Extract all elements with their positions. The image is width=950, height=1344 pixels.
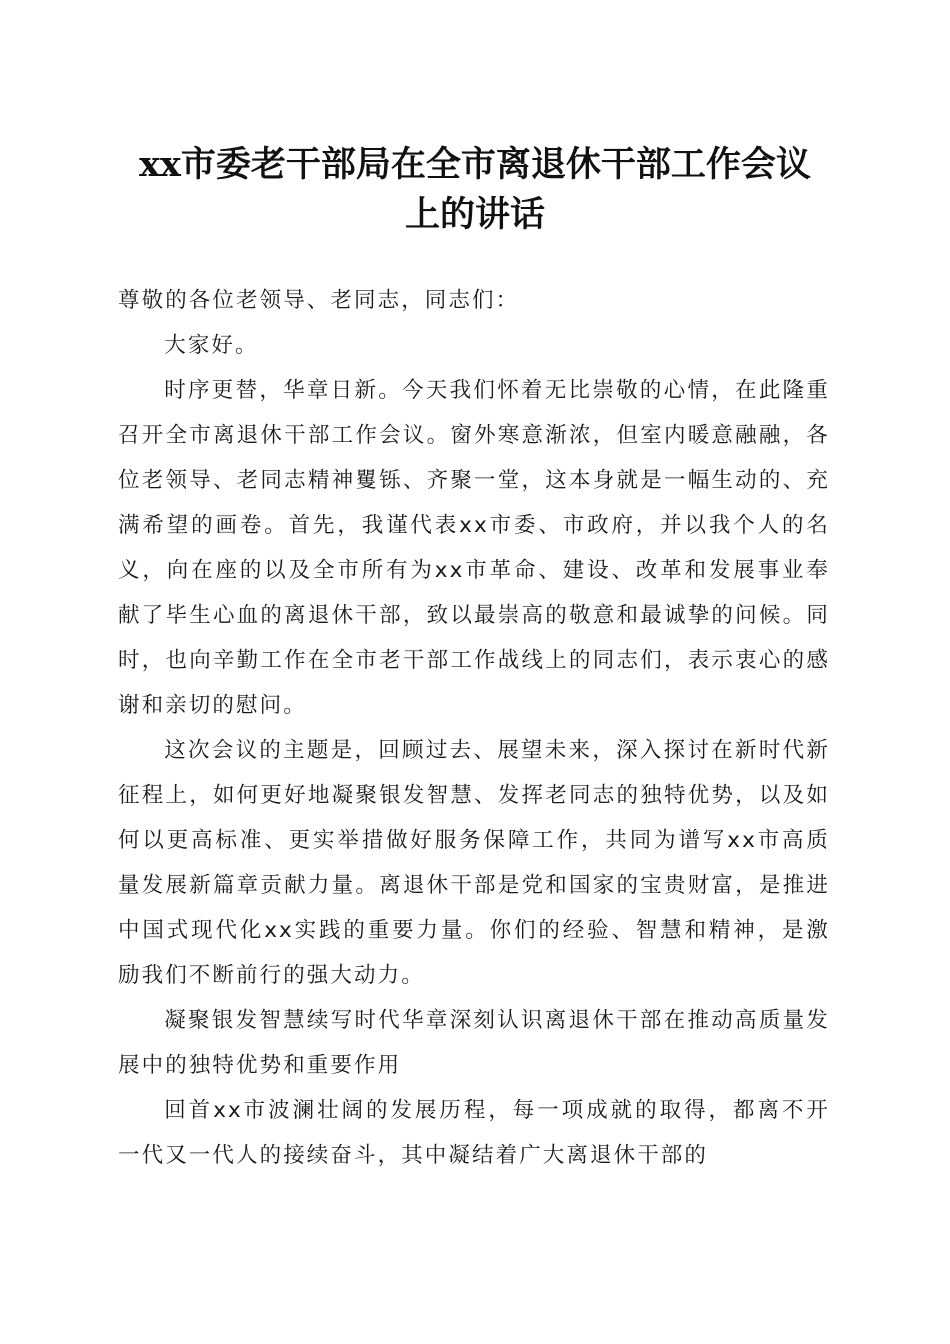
document-body (118, 278, 830, 1178)
section-heading: 凝聚银发智慧续写时代华章深刻认识离退休干部在推动高质量发展中的独特优势和重要作用 (118, 1008, 830, 1078)
document-title (110, 140, 840, 240)
paragraph: 回首xx市波澜壮阔的发展历程，每一项成就的取得，都离不开一代又一代人的接续奋斗，其中凝结着广大离退休干部的 (118, 1098, 830, 1168)
greeting: 大家好。 (164, 333, 259, 358)
paragraph: 时序更替，华章日新。今天我们怀着无比崇敬的心情，在此隆重召开全市离退休干部工作会议。窗外寒意渐浓，但室内暖意融融，各位老领导、老同志精神矍铄、齐聚一堂，这本身就是一幅生动的、充满希望的画卷。首先，我谨代表xx市委、市政府，并以我个人的名义，向在座的以及全市所有为xx市革命、建设、改革和发展事业奉献了毕生心血的离退休干部，致以最崇高的敬意和最诚挚的问候。同时，也向辛勤工作在全市老干部工作战线上的同志们，表示衷心的感谢和亲切的慰问。 (118, 378, 830, 718)
title-line-2: 上的讲话 (404, 194, 545, 235)
paragraph: 这次会议的主题是，回顾过去、展望未来，深入探讨在新时代新征程上，如何更好地凝聚银发智慧、发挥老同志的独特优势，以及如何以更高标准、更实举措做好服务保障工作，共同为谱写xx市高质量发展新篇章贡献力量。离退休干部是党和国家的宝贵财富，是推进中国式现代化xx实践的重要力量。你们的经验、智慧和精神，是激励我们不断前行的强大动力。 (118, 738, 830, 988)
title-line-1: xx市委老干部局在全市离退休干部工作会议 (139, 144, 811, 185)
salutation: 尊敬的各位老领导、老同志，同志们： (118, 288, 520, 313)
